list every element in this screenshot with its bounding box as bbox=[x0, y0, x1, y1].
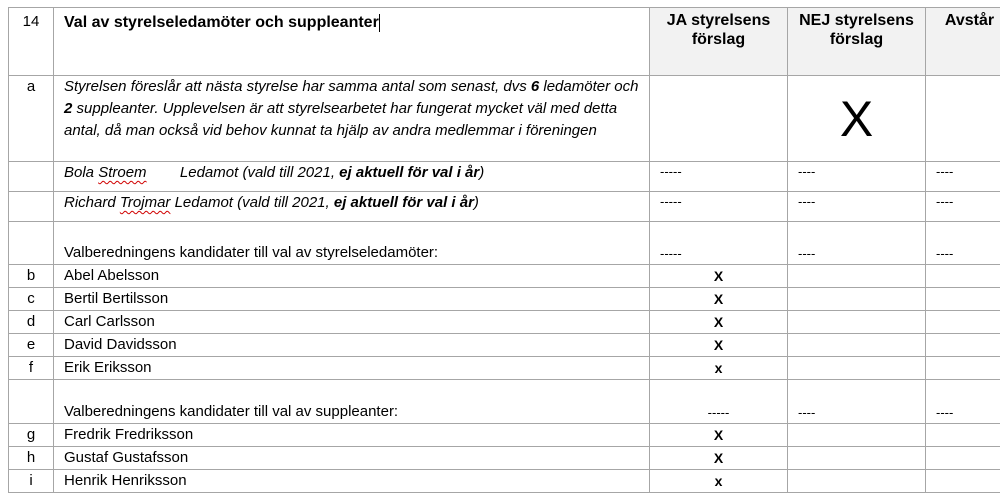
deputies-heading: Valberedningens kandidater till val av suppleanter: bbox=[54, 380, 650, 424]
not-current-row bbox=[9, 192, 1000, 222]
ballot-table bbox=[8, 7, 1000, 493]
candidate-row bbox=[9, 288, 1000, 311]
proposal-text-part1: Styrelsen föreslår att nästa styrelse har samma antal som senast, dvs bbox=[64, 78, 531, 95]
no-dash: ---- bbox=[788, 380, 926, 424]
proposal-no-mark: X bbox=[788, 76, 926, 162]
yes-mark: X bbox=[650, 334, 788, 357]
no-cell bbox=[788, 334, 926, 357]
yes-mark: X bbox=[650, 288, 788, 311]
abstain-dash: ---- bbox=[926, 222, 1000, 265]
members-heading: Valberedningens kandidater till val av styrelseledamöter: bbox=[54, 222, 650, 265]
abstain-cell bbox=[926, 424, 1000, 447]
abstain-cell bbox=[926, 357, 1000, 380]
yes-mark: X bbox=[650, 311, 788, 334]
candidate-letter: b bbox=[9, 265, 54, 288]
candidate-letter: f bbox=[9, 357, 54, 380]
yes-dash: ----- bbox=[650, 222, 788, 265]
candidate-letter: e bbox=[9, 334, 54, 357]
not-current-row bbox=[9, 162, 1000, 192]
candidate-name: Abel Abelsson bbox=[54, 265, 650, 288]
proposal-text bbox=[54, 76, 650, 162]
item-title[interactable] bbox=[54, 8, 650, 76]
abstain-cell bbox=[926, 288, 1000, 311]
proposal-row bbox=[9, 76, 1000, 162]
section-heading-row bbox=[9, 380, 1000, 424]
candidate-letter: i bbox=[9, 470, 54, 493]
col-header-abstain: Avstår bbox=[926, 8, 1000, 76]
yes-mark: x bbox=[650, 470, 788, 493]
candidate-letter: g bbox=[9, 424, 54, 447]
closing-paren: ) bbox=[473, 194, 479, 211]
person-role: Ledamot (vald till 2021, bbox=[179, 164, 340, 181]
col-header-no: NEJ styrelsens förslag bbox=[788, 8, 926, 76]
candidate-name: Fredrik Fredriksson bbox=[54, 424, 650, 447]
section-heading-row bbox=[9, 222, 1000, 265]
yes-dash: ----- bbox=[650, 192, 788, 222]
person-role: Ledamot (vald till 2021, bbox=[174, 194, 334, 211]
yes-mark: X bbox=[650, 424, 788, 447]
candidate-row bbox=[9, 265, 1000, 288]
no-cell bbox=[788, 424, 926, 447]
empty-letter-cell bbox=[9, 380, 54, 424]
not-current-text bbox=[54, 162, 650, 192]
proposal-letter: a bbox=[9, 76, 54, 162]
header-row bbox=[9, 8, 1000, 76]
person-first-name: Bola bbox=[64, 164, 95, 181]
abstain-dash: ---- bbox=[926, 192, 1000, 222]
item-number: 14 bbox=[9, 8, 54, 76]
proposal-yes-cell bbox=[650, 76, 788, 162]
abstain-cell bbox=[926, 334, 1000, 357]
yes-mark: x bbox=[650, 357, 788, 380]
proposal-abstain-cell bbox=[926, 76, 1000, 162]
not-current-note: ej aktuell för val i år bbox=[333, 194, 474, 211]
yes-dash: ----- bbox=[650, 162, 788, 192]
abstain-dash: ---- bbox=[926, 162, 1000, 192]
abstain-cell bbox=[926, 447, 1000, 470]
item-title-text: Val av styrelseledamöter och suppleanter bbox=[64, 14, 379, 31]
empty-letter-cell bbox=[9, 162, 54, 192]
col-header-yes: JA styrelsens förslag bbox=[650, 8, 788, 76]
candidate-name: Erik Eriksson bbox=[54, 357, 650, 380]
person-last-name: Stroem bbox=[98, 164, 147, 181]
empty-letter-cell bbox=[9, 192, 54, 222]
abstain-cell bbox=[926, 311, 1000, 334]
yes-mark: X bbox=[650, 265, 788, 288]
no-cell bbox=[788, 470, 926, 493]
abstain-cell bbox=[926, 470, 1000, 493]
candidate-row bbox=[9, 334, 1000, 357]
proposal-text-part2: ledamöter och bbox=[539, 78, 639, 95]
closing-paren: ) bbox=[479, 164, 485, 181]
proposal-text-part3: suppleanter. Upplevelsen är att styrelsearbetet har fungerat mycket väl med detta antal, då man också vid behov kunnat ta hjälp av andra medlemmar i föreningen bbox=[64, 100, 618, 139]
person-last-name: Trojmar bbox=[119, 194, 171, 211]
candidate-row bbox=[9, 447, 1000, 470]
no-dash: ---- bbox=[788, 162, 926, 192]
proposal-deputy-count: 2 bbox=[64, 100, 73, 117]
candidate-row bbox=[9, 311, 1000, 334]
no-cell bbox=[788, 311, 926, 334]
candidate-name: Henrik Henriksson bbox=[54, 470, 650, 493]
candidate-row bbox=[9, 470, 1000, 493]
no-cell bbox=[788, 265, 926, 288]
candidate-name: David Davidsson bbox=[54, 334, 650, 357]
empty-letter-cell bbox=[9, 222, 54, 265]
no-cell bbox=[788, 447, 926, 470]
candidate-letter: h bbox=[9, 447, 54, 470]
candidate-letter: d bbox=[9, 311, 54, 334]
no-dash: ---- bbox=[788, 192, 926, 222]
no-cell bbox=[788, 357, 926, 380]
abstain-dash: ---- bbox=[926, 380, 1000, 424]
text-cursor bbox=[379, 14, 380, 32]
yes-mark: X bbox=[650, 447, 788, 470]
candidate-letter: c bbox=[9, 288, 54, 311]
candidate-row bbox=[9, 357, 1000, 380]
no-cell bbox=[788, 288, 926, 311]
person-first-name: Richard bbox=[64, 194, 116, 211]
proposal-member-count: 6 bbox=[530, 78, 540, 95]
not-current-text bbox=[54, 192, 650, 222]
candidate-name: Carl Carlsson bbox=[54, 311, 650, 334]
candidate-name: Gustaf Gustafsson bbox=[54, 447, 650, 470]
not-current-note: ej aktuell för val i år bbox=[339, 164, 480, 181]
candidate-name: Bertil Bertilsson bbox=[54, 288, 650, 311]
abstain-cell bbox=[926, 265, 1000, 288]
candidate-row bbox=[9, 424, 1000, 447]
no-dash: ---- bbox=[788, 222, 926, 265]
yes-dash: ----- bbox=[650, 380, 788, 424]
